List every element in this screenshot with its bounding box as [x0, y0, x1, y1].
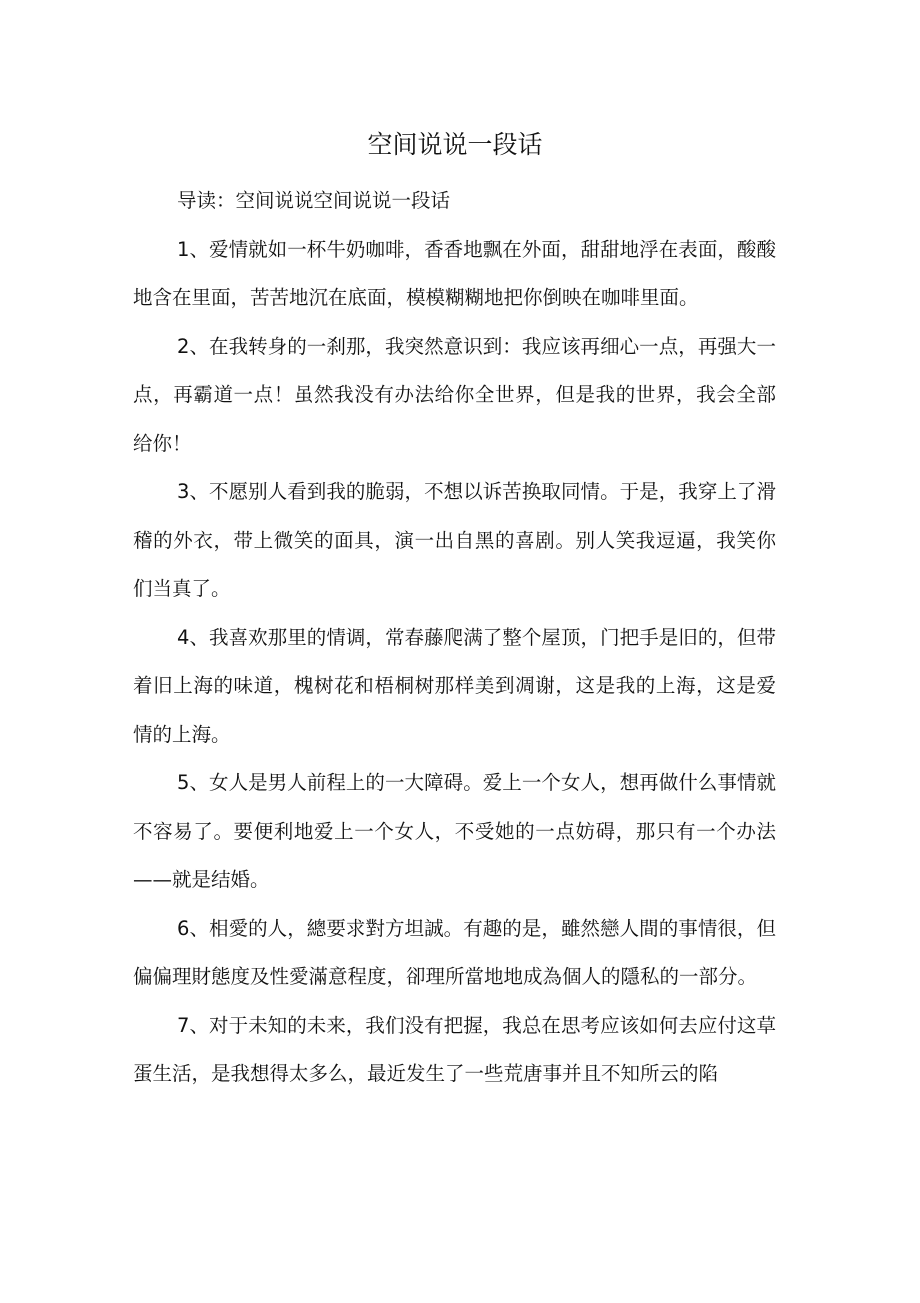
- lead-paragraph: 导读：空间说说空间说说一段话: [177, 189, 451, 212]
- document-title: 空间说说一段话: [367, 130, 543, 159]
- paragraph-2: 2、在我转身的一刹那，我突然意识到：我应该再细心一点，再强大一点，再霸道一点！虽然我没有办法给你全世界，但是我的世界，我会全部给你！: [133, 334, 776, 455]
- paragraph-6: 6、相愛的人，總要求對方坦誠。有趣的是，雖然戀人間的事情很，但偏偏理財態度及性愛滿意程度，卻理所當地地成為個人的隱私的一部分。: [133, 916, 776, 988]
- paragraph-5: 5、女人是男人前程上的一大障碍。爱上一个女人，想再做什么事情就不容易了。要便利地爱上一个女人，不受她的一点妨碍，那只有一个办法——就是结婚。: [133, 771, 776, 891]
- paragraph-4: 4、我喜欢那里的情调，常春藤爬满了整个屋顶，门把手是旧的，但带着旧上海的味道，槐树花和梧桐树那样美到凋谢，这是我的上海，这是爱情的上海。: [133, 625, 776, 746]
- paragraph-7: 7、对于未知的未来，我们没有把握，我总在思考应该如何去应付这草蛋生活，是我想得太多么，最近发生了一些荒唐事并且不知所云的陷: [133, 1013, 776, 1085]
- paragraph-1: 1、爱情就如一杯牛奶咖啡，香香地飘在外面，甜甜地浮在表面，酸酸地含在里面，苦苦地沉在底面，模模糊糊地把你倒映在咖啡里面。: [133, 237, 776, 309]
- document-body: [133, 177, 776, 1099]
- paragraph-3: 3、不愿别人看到我的脆弱，不想以诉苦换取同情。于是，我穿上了滑稽的外衣，带上微笑的面具，演一出自黑的喜剧。别人笑我逗逼，我笑你们当真了。: [133, 480, 776, 600]
